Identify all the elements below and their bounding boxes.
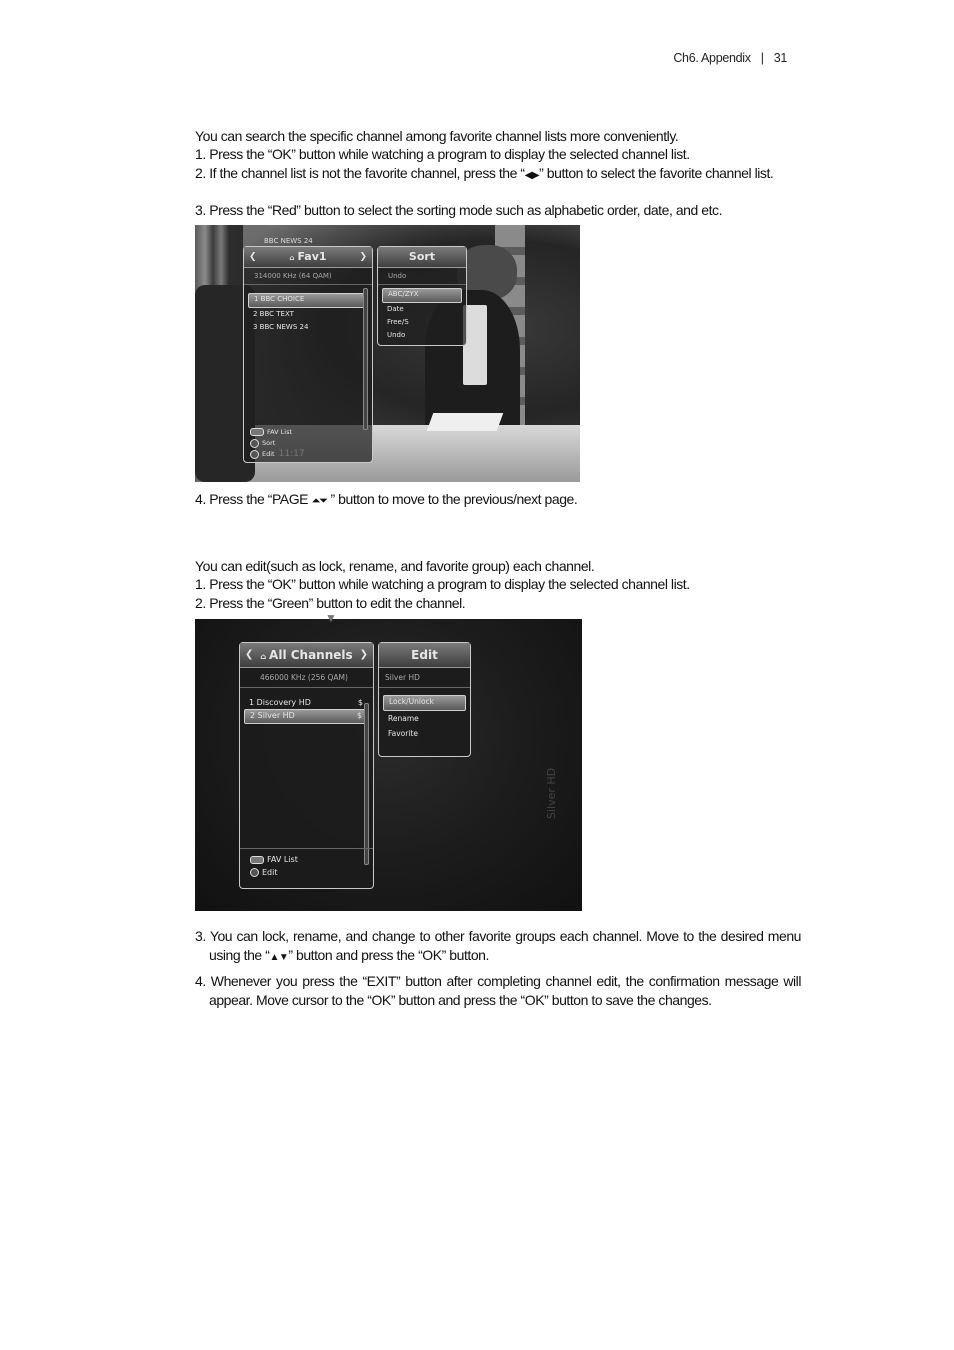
footer-divider bbox=[240, 848, 373, 849]
screenshot-fav-sort bbox=[195, 225, 580, 482]
edit-title: Edit bbox=[379, 643, 470, 668]
section2-step3: 3. You can lock, rename, and change to other favorite groups each channel. Move to the desired menu using the “▲▼” button and press the “OK” button. bbox=[195, 928, 801, 963]
green-key-icon bbox=[250, 868, 259, 877]
green-key-icon bbox=[250, 450, 259, 459]
sort-option[interactable]: Free/S bbox=[387, 318, 409, 326]
down-marker-icon: ▼ bbox=[325, 611, 337, 625]
fav-key-icon bbox=[250, 856, 264, 864]
channel-row[interactable]: 1 BBC CHOICE bbox=[248, 293, 368, 308]
scrambled-icon: $ bbox=[357, 698, 363, 707]
chapter-label: Ch6. Appendix bbox=[673, 51, 751, 65]
broadcaster-logo: BBC NEWS 24 bbox=[264, 237, 313, 245]
watermark-text: Silver HD bbox=[545, 767, 558, 819]
section1-step1: 1. Press the “OK” button while watching a program to display the selected channel list. bbox=[195, 146, 690, 162]
edit-current-channel: Silver HD bbox=[379, 668, 470, 688]
section1-step2: 2. If the channel list is not the favorite channel, press the “◀▶” button to select the favorite channel list. bbox=[195, 165, 774, 181]
scrollbar[interactable] bbox=[364, 703, 369, 865]
footer-fav-list: FAV List bbox=[250, 853, 298, 866]
screenshot-edit-channel bbox=[195, 611, 582, 911]
section1-step4: 4. Press the “PAGE ⏶⏷ ” button to move to the previous/next page. bbox=[195, 491, 578, 507]
footer-edit: Edit bbox=[250, 866, 298, 879]
channel-row[interactable]: 1 Discovery HD $ bbox=[249, 698, 363, 707]
channel-list-panel bbox=[243, 237, 373, 463]
scrollbar[interactable] bbox=[363, 288, 368, 430]
footer-sort: Sort bbox=[250, 438, 305, 449]
sort-option[interactable]: ABC/ZYX bbox=[382, 288, 462, 303]
edit-panel bbox=[378, 642, 471, 757]
sort-panel bbox=[377, 246, 467, 346]
edit-option[interactable]: Favorite bbox=[388, 729, 418, 738]
edit-option[interactable]: Lock/Unlock bbox=[383, 695, 466, 711]
left-right-arrow-icon: ◀▶ bbox=[524, 170, 540, 181]
panel-footer bbox=[250, 853, 298, 879]
clock-overlay: 11:17 bbox=[278, 449, 305, 459]
scrambled-icon: $ bbox=[356, 711, 362, 720]
channel-row[interactable]: 3 BBC NEWS 24 bbox=[253, 323, 309, 331]
page-up-down-icon: ⏶⏷ bbox=[311, 495, 328, 507]
section1-intro: You can search the specific channel among favorite channel lists more conveniently. bbox=[195, 128, 679, 144]
sort-title: Sort bbox=[378, 247, 466, 268]
up-down-arrow-icon: ▲▼ bbox=[269, 951, 289, 963]
edit-option[interactable]: Rename bbox=[388, 714, 419, 723]
footer-fav-list: FAV List bbox=[250, 427, 305, 438]
sort-current: Undo bbox=[378, 268, 466, 285]
section1-step3: 3. Press the “Red” button to select the sorting mode such as alphabetic order, date, and etc. bbox=[195, 202, 723, 218]
section2-step4: 4. Whenever you press the “EXIT” button after completing channel edit, the confirmation message will appear. Move cursor to the “OK” button and press the “OK” button to save the changes. bbox=[195, 973, 801, 1008]
channel-row[interactable]: 2 BBC TEXT bbox=[253, 310, 294, 318]
frequency-label: 314000 KHz (64 QAM) bbox=[244, 268, 372, 285]
sort-option[interactable]: Undo bbox=[387, 331, 406, 339]
fav-key-icon bbox=[250, 428, 264, 436]
channel-row[interactable]: 2 Silver HD $ bbox=[244, 709, 369, 724]
panel-footer bbox=[250, 427, 305, 460]
chevron-right-icon[interactable]: ❯ bbox=[359, 649, 368, 660]
page-header bbox=[0, 51, 787, 65]
channel-list-title: ❮ ⌂ All Channels ❯ bbox=[240, 643, 373, 668]
chevron-right-icon[interactable]: ❯ bbox=[359, 252, 367, 262]
home-icon: ⌂ bbox=[260, 652, 267, 661]
papers bbox=[427, 413, 504, 431]
chevron-left-icon[interactable]: ❮ bbox=[245, 649, 254, 660]
channel-list-panel bbox=[239, 642, 374, 889]
sort-option[interactable]: Date bbox=[387, 305, 404, 313]
channel-list-title: ❮ ⌂ Fav1 ❯ bbox=[244, 247, 372, 268]
red-key-icon bbox=[250, 439, 259, 448]
section2-intro: You can edit(such as lock, rename, and favorite group) each channel. bbox=[195, 558, 595, 574]
section2-step2: 2. Press the “Green” button to edit the channel. bbox=[195, 595, 466, 611]
home-icon: ⌂ bbox=[289, 254, 295, 262]
chevron-left-icon[interactable]: ❮ bbox=[249, 252, 257, 262]
frequency-label: 466000 KHz (256 QAM) bbox=[240, 668, 373, 688]
header-separator: | bbox=[760, 51, 764, 65]
section2-step1: 1. Press the “OK” button while watching a program to display the selected channel list. bbox=[195, 576, 690, 592]
footer-edit: Edit 11:17 bbox=[250, 449, 305, 460]
page-number: 31 bbox=[773, 51, 787, 65]
